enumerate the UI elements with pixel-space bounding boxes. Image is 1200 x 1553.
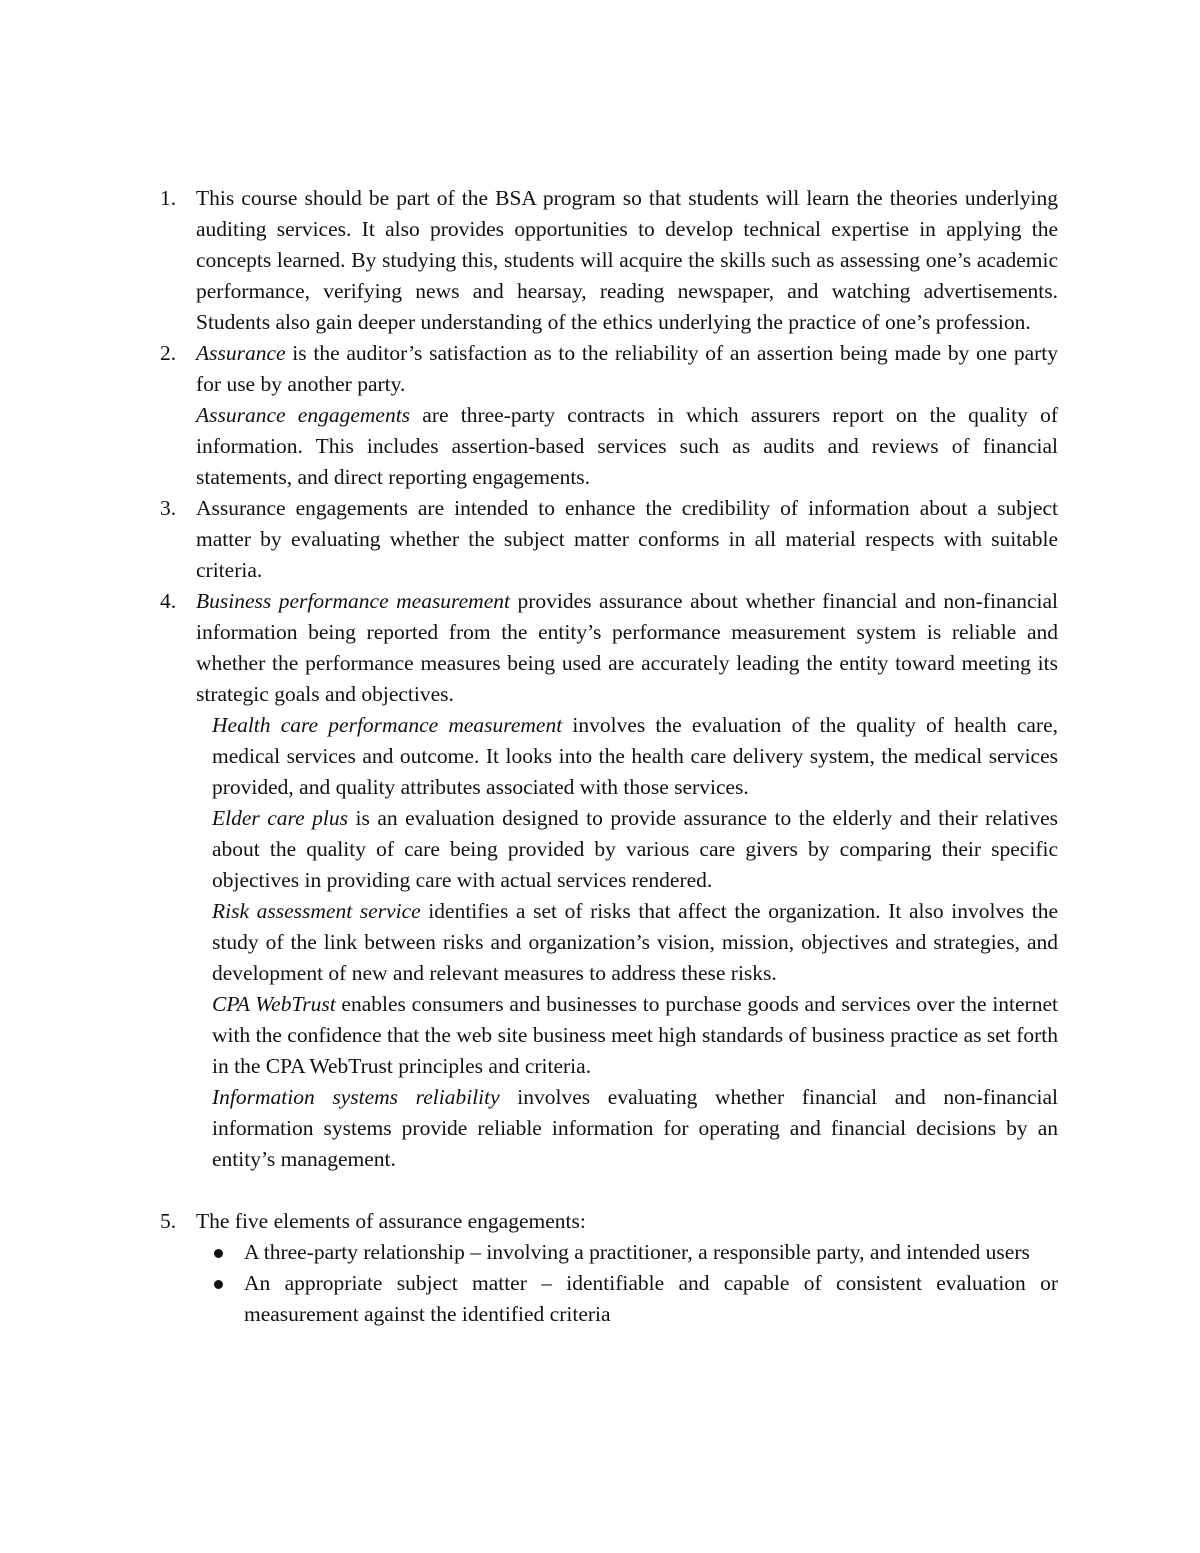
subitem-term: Information systems reliability — [212, 1085, 500, 1109]
subparagraph-term: Assurance engagements — [196, 403, 411, 427]
document-body — [160, 183, 1058, 1330]
subitem-cpa-webtrust — [212, 989, 1058, 1082]
subitem-text: is an evaluation designed to provide assurance to the elderly and their relatives about the quality of care being provided by various care givers by comparing their specific objectives in providing care with actual services rendered. — [212, 806, 1058, 892]
subitem-risk-assessment — [212, 896, 1058, 989]
subitem-term: Risk assessment service — [212, 899, 421, 923]
item-text: provides assurance about whether financial and non-financial information being reported from the entity’s performance measurement system is reliable and whether the performance measures being used are accurately leading the entity toward meeting its strategic goals and objectives. — [196, 589, 1058, 706]
subitem-elder-care — [212, 803, 1058, 896]
item-text: is the auditor’s satisfaction as to the reliability of an assertion being made by one party for use by another party. — [196, 341, 1058, 396]
bullet-item — [160, 1237, 1058, 1268]
subitem-text: identifies a set of risks that affect the organization. It also involves the study of the link between risks and organization’s vision, mission, objectives and strategies, and development of new and relevant measures to address these risks. — [212, 899, 1058, 985]
subitem-text: involves the evaluation of the quality of health care, medical services and outcome. It looks into the health care delivery system, the medical services provided, and quality attributes associated with those services. — [212, 713, 1059, 799]
subitem-text: involves evaluating whether financial and non-financial information systems provide reliable information for operating and financial decisions by an entity’s management. — [212, 1085, 1058, 1171]
bullet-text: An appropriate subject matter – identifiable and capable of consistent evaluation or measurement against the identified criteria — [244, 1271, 1058, 1326]
item-number: 1. — [160, 186, 177, 210]
subitem-term: Elder care plus — [212, 806, 349, 830]
item-number: 5. — [160, 1209, 177, 1233]
item-subparagraph — [196, 400, 1058, 493]
list-item-4 — [160, 586, 1058, 1175]
bullet-icon — [214, 1280, 223, 1289]
item-text: The five elements of assurance engagements: — [196, 1209, 586, 1233]
item-number: 3. — [160, 496, 177, 520]
subparagraph-text: are three-party contracts in which assurers report on the quality of information. This includes assertion-based services such as audits and reviews of financial statements, and direct reporting engagements. — [196, 403, 1058, 489]
subitem-term: CPA WebTrust — [212, 992, 336, 1016]
item-term: Assurance — [196, 341, 286, 365]
bullet-text: A three-party relationship – involving a practitioner, a responsible party, and intended users — [244, 1240, 1030, 1264]
bullet-item — [160, 1268, 1058, 1330]
item-text: Assurance engagements are intended to enhance the credibility of information about a subject matter by evaluating whether the subject matter conforms in all material respects with suitable criteria. — [196, 496, 1058, 582]
list-item-5 — [160, 1206, 1058, 1237]
item-term: Business performance measurement — [196, 589, 510, 613]
subitem-information-systems — [212, 1082, 1058, 1175]
paragraph-spacer — [160, 1175, 1058, 1206]
item-number: 4. — [160, 589, 177, 613]
list-item-1 — [160, 183, 1058, 338]
bullet-list — [160, 1237, 1058, 1330]
subitem-text: enables consumers and businesses to purchase goods and services over the internet with the confidence that the web site business meet high standards of business practice as set forth in the CPA WebTrust principles and criteria. — [212, 992, 1058, 1078]
bullet-icon — [214, 1249, 223, 1258]
list-item-3 — [160, 493, 1058, 586]
item-number: 2. — [160, 341, 177, 365]
item-text: This course should be part of the BSA program so that students will learn the theories underlying auditing services. It also provides opportunities to develop technical expertise in applying the concepts learned. By studying this, students will acquire the skills such as assessing one’s academic performance, verifying news and hearsay, reading newspaper, and watching advertisements. Students also gain deeper understanding of the ethics underlying the practice of one’s profession. — [196, 186, 1058, 334]
subitem-health-care — [212, 710, 1058, 803]
list-item-2 — [160, 338, 1058, 493]
subitem-term: Health care performance measurement — [212, 713, 563, 737]
